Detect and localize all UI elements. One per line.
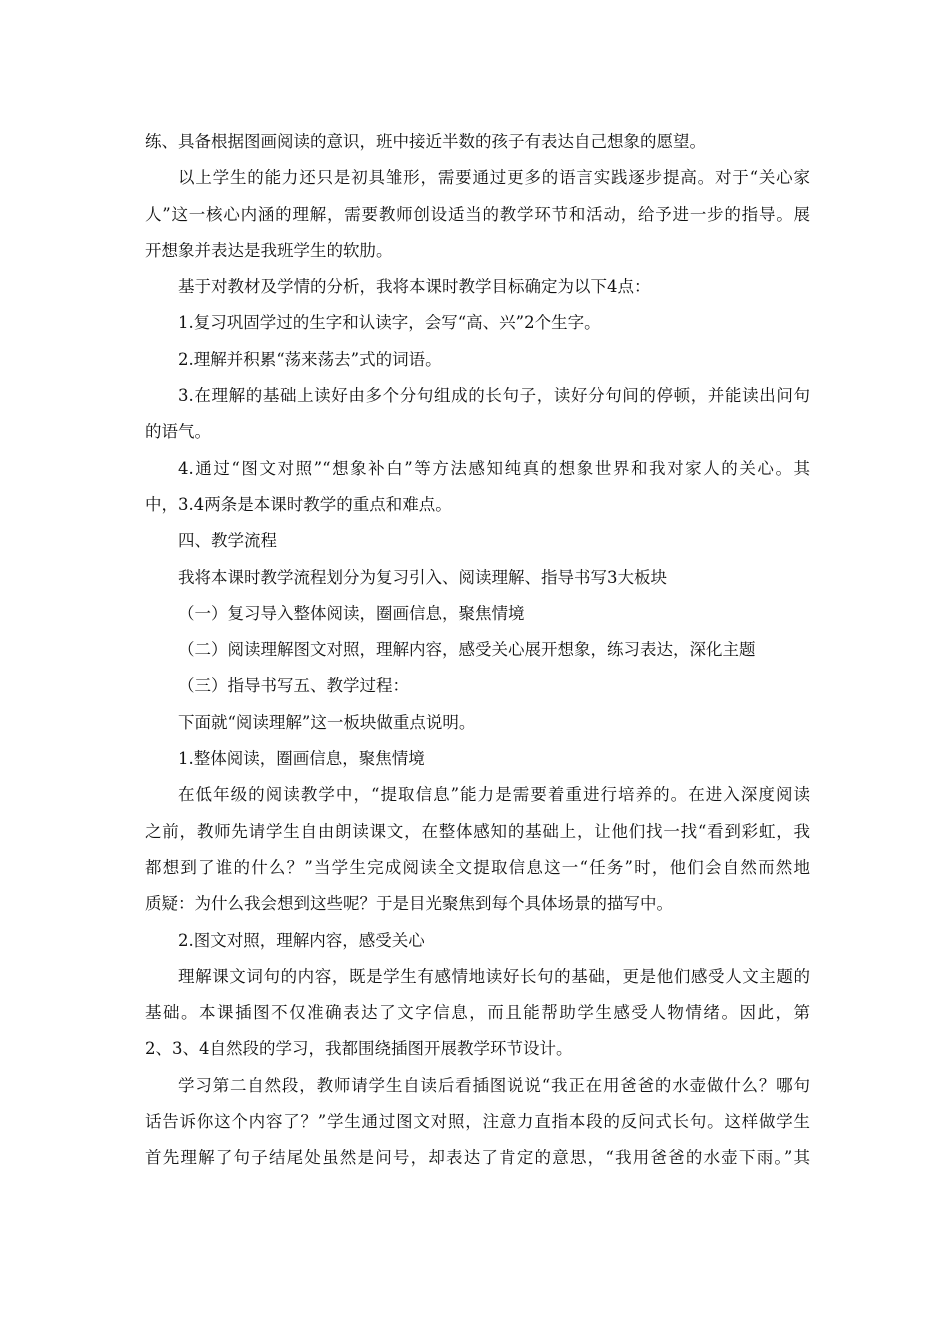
section-heading: 四、教学流程 <box>178 531 277 551</box>
list-item-goal-2: 2.理解并积累“荡来荡去”式的词语。 <box>178 349 442 369</box>
subsection-heading: 1.整体阅读，圈画信息，聚焦情境 <box>178 749 425 769</box>
text-line: 开想象并表达是我班学生的软肋。 <box>145 240 393 260</box>
text-line: 2、3、4自然段的学习，我都围绕插图开展教学环节设计。 <box>145 1039 573 1059</box>
text-line: 的语气。 <box>145 422 211 442</box>
paragraph-start-line: 下面就“阅读理解”这一板块做重点说明。 <box>178 712 476 732</box>
paragraph-start-line: 理解课文词句的内容，既是学生有感情地读好长句的基础，更是他们感受人文主题的 <box>178 966 810 986</box>
paragraph-start-line: 基于对教材及学情的分析，我将本课时教学目标确定为以下4点： <box>178 277 651 297</box>
text-line: 质疑：为什么我会想到这些呢？于是目光聚焦到每个具体场景的描写中。 <box>145 894 673 914</box>
text-line: 中，3.4两条是本课时教学的重点和难点。 <box>145 494 452 514</box>
list-item-goal-1: 1.复习巩固学过的生字和认读字，会写“高、兴”2个生字。 <box>178 313 601 333</box>
text-line: 练、具备根据图画阅读的意识，班中接近半数的孩子有表达自己想象的愿望。 <box>145 132 706 151</box>
list-item-goal-3: 3.在理解的基础上读好由多个分句组成的长句子，读好分句间的停顿，并能读出问句 <box>178 386 810 406</box>
paragraph-start-line: 我将本课时教学流程划分为复习引入、阅读理解、指导书写3大板块 <box>178 567 667 587</box>
text-line: 之前，教师先请学生自由朗读课文，在整体感知的基础上，让他们找一找“看到彩虹，我 <box>145 821 810 841</box>
text-line: 话告诉你这个内容了？”学生通过图文对照，注意力直指本段的反问式长句。这样做学生 <box>145 1112 810 1132</box>
process-step-1: （一）复习导入整体阅读，圈画信息，聚焦情境 <box>178 603 525 623</box>
text-line: 人”这一核心内涵的理解，需要教师创设适当的教学环节和活动，给予进一步的指导。展 <box>145 204 810 224</box>
paragraph-start-line: 学习第二自然段，教师请学生自读后看插图说说“我正在用爸爸的水壶做什么？哪句 <box>178 1075 810 1095</box>
process-step-2: （二）阅读理解图文对照，理解内容，感受关心展开想象，练习表达，深化主题 <box>178 640 756 660</box>
text-line: 基础。本课插图不仅准确表达了文字信息，而且能帮助学生感受人物情绪。因此，第 <box>145 1003 810 1023</box>
text-line: 首先理解了句子结尾处虽然是问号，却表达了肯定的意思，“我用爸爸的水壶下雨。”其 <box>145 1148 810 1168</box>
list-item-goal-4: 4.通过“图文对照”“想象补白”等方法感知纯真的想象世界和我对家人的关心。其 <box>178 458 810 478</box>
paragraph-start-line: 在低年级的阅读教学中，“提取信息”能力是需要着重进行培养的。在进入深度阅读 <box>178 785 810 805</box>
document-body <box>145 124 810 1177</box>
paragraph-start-line: 以上学生的能力还只是初具雏形，需要通过更多的语言实践逐步提高。对于“关心家 <box>178 168 810 188</box>
subsection-heading: 2.图文对照，理解内容，感受关心 <box>178 930 425 950</box>
text-line: 都想到了谁的什么？”当学生完成阅读全文提取信息这一“任务”时，他们会自然而然地 <box>145 857 810 877</box>
process-step-3: （三）指导书写五、教学过程： <box>178 676 409 696</box>
